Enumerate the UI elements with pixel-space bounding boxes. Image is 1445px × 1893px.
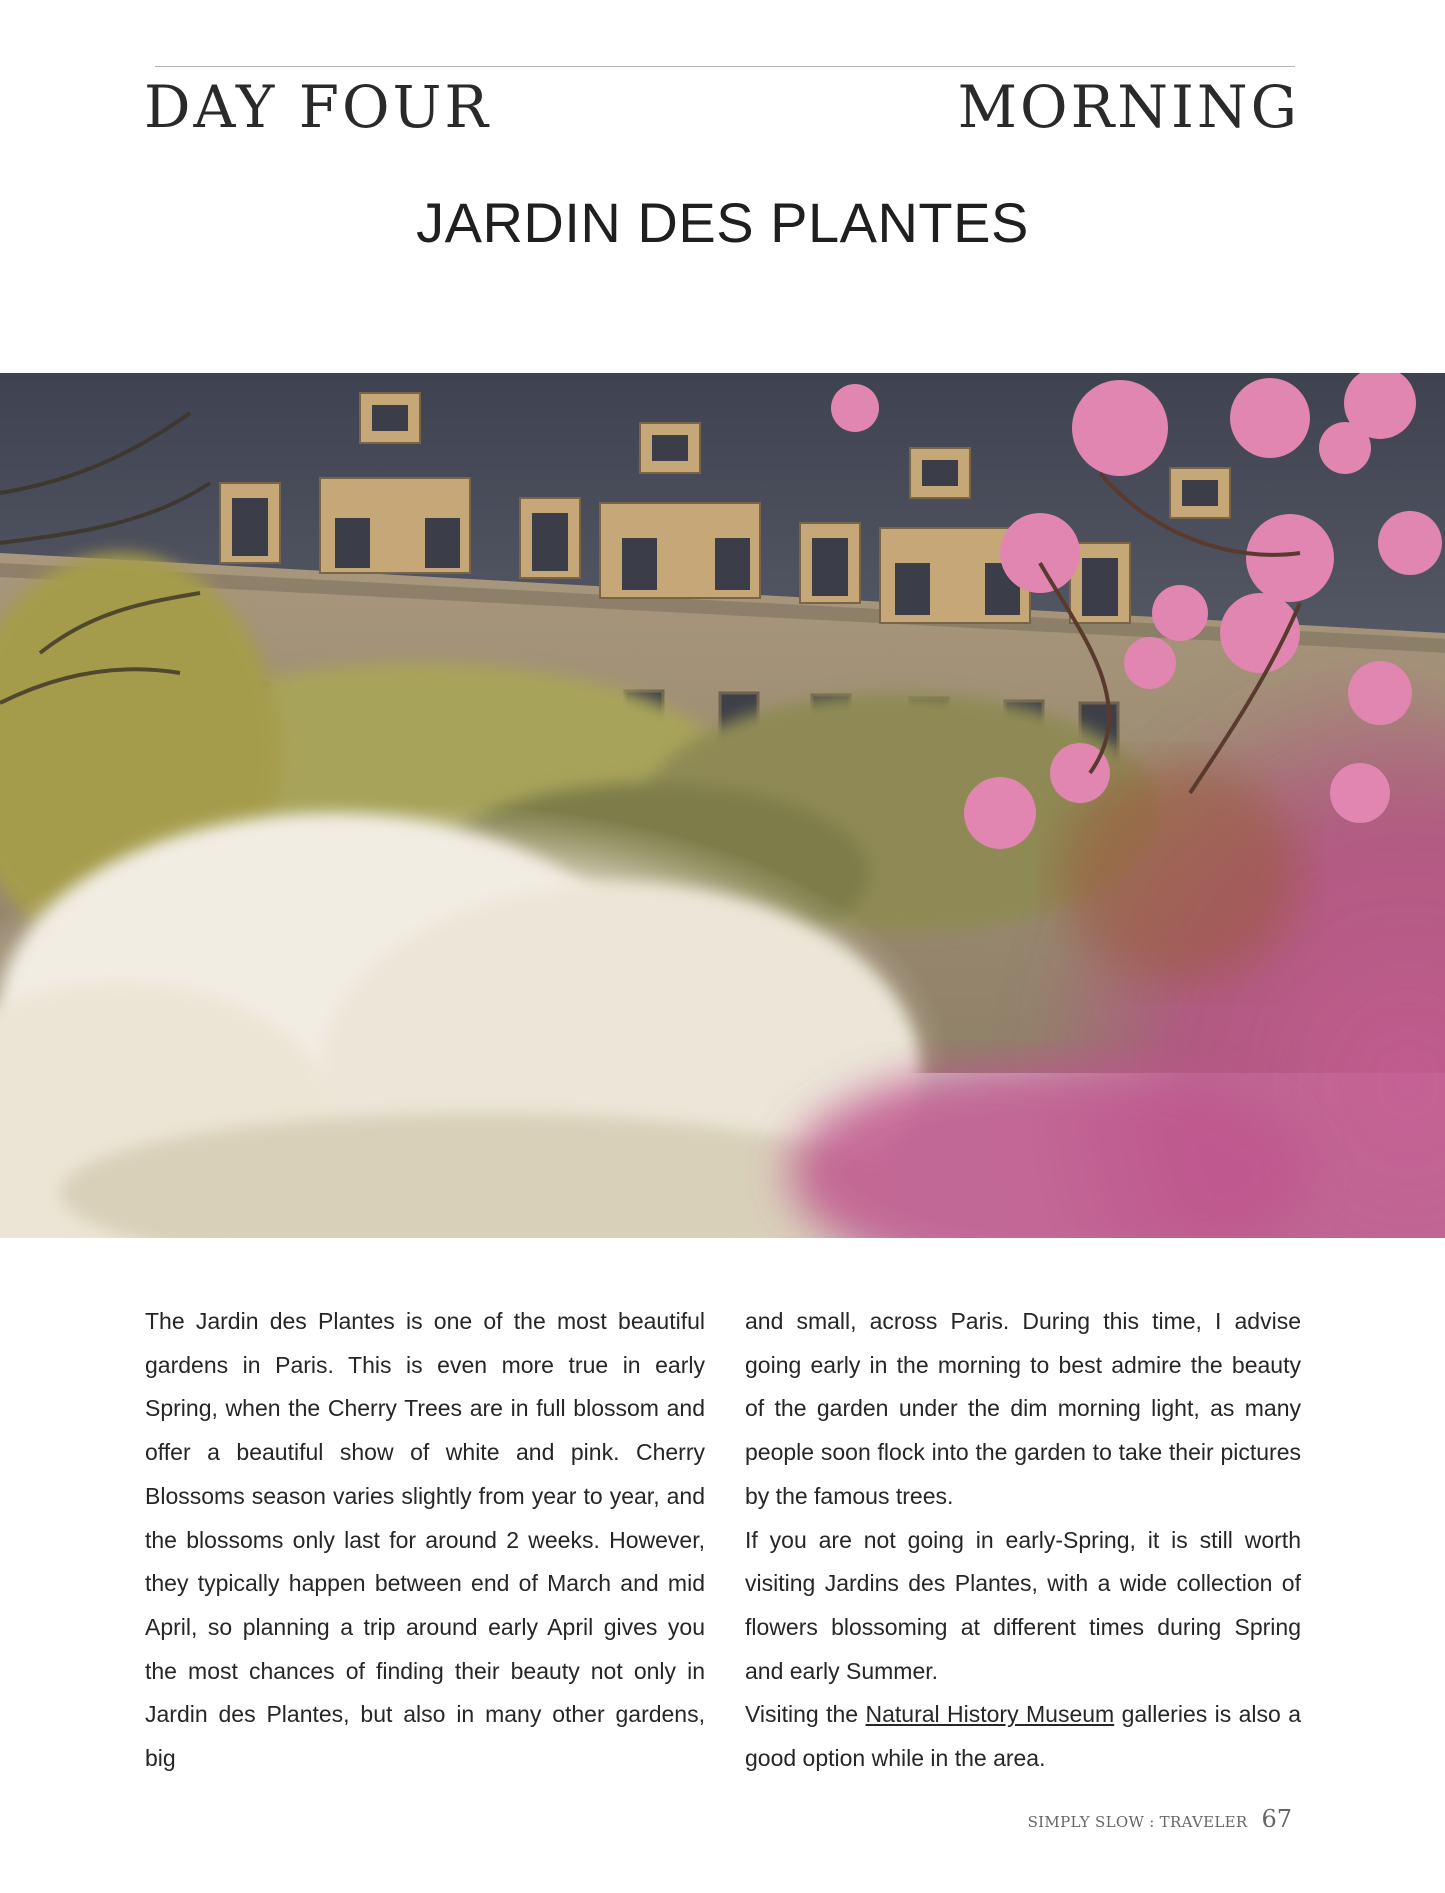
natural-history-museum-link[interactable]: Natural History Museum xyxy=(865,1701,1115,1728)
time-of-day-label: MORNING xyxy=(957,73,1300,141)
intro-paragraph: The Jardin des Plantes is one of the most beautiful gardens in Paris. This is even more true in early Spring, when the Cherry Trees are in full blossom and offer a beautiful show of white and pink. Cherry Blossoms season varies slightly from year to year, and the blossoms only last for around 2 weeks. However, they typically happen between end of March and mid April, so planning a trip around early April gives you the most chances of finding their beauty not only in Jardin des Plantes, but also in many other gardens, big xyxy=(145,1308,705,1772)
day-label: DAY FOUR xyxy=(144,73,492,141)
garden-photo-illustration xyxy=(0,373,1445,1238)
hero-photo xyxy=(0,373,1445,1238)
page-footer xyxy=(1028,1805,1292,1833)
page-number: 67 xyxy=(1261,1805,1292,1833)
museum-paragraph xyxy=(745,1693,1301,1780)
body-column-left xyxy=(145,1300,705,1781)
museum-text-after: galleries is also a good option while in the area. xyxy=(745,1701,1302,1772)
off-season-paragraph: If you are not going in early-Spring, it is still worth visiting Jardins des Plantes, with a wide collection of flowers blossoming at different times during Spring and early Summer. xyxy=(745,1526,1301,1684)
body-column-right xyxy=(745,1300,1301,1781)
footer-brand: SIMPLY SLOW : TRAVELER xyxy=(1027,1813,1248,1831)
timing-paragraph: and small, across Paris. During this time, I advise going early in the morning to best admire the beauty of the garden under the dim morning light, as many people soon flock into the garden to take their pictures by the famous trees. xyxy=(745,1308,1301,1509)
page-title: JARDIN DES PLANTES xyxy=(416,191,1029,254)
museum-text-before: Visiting the xyxy=(745,1701,866,1728)
top-rule xyxy=(155,66,1295,67)
